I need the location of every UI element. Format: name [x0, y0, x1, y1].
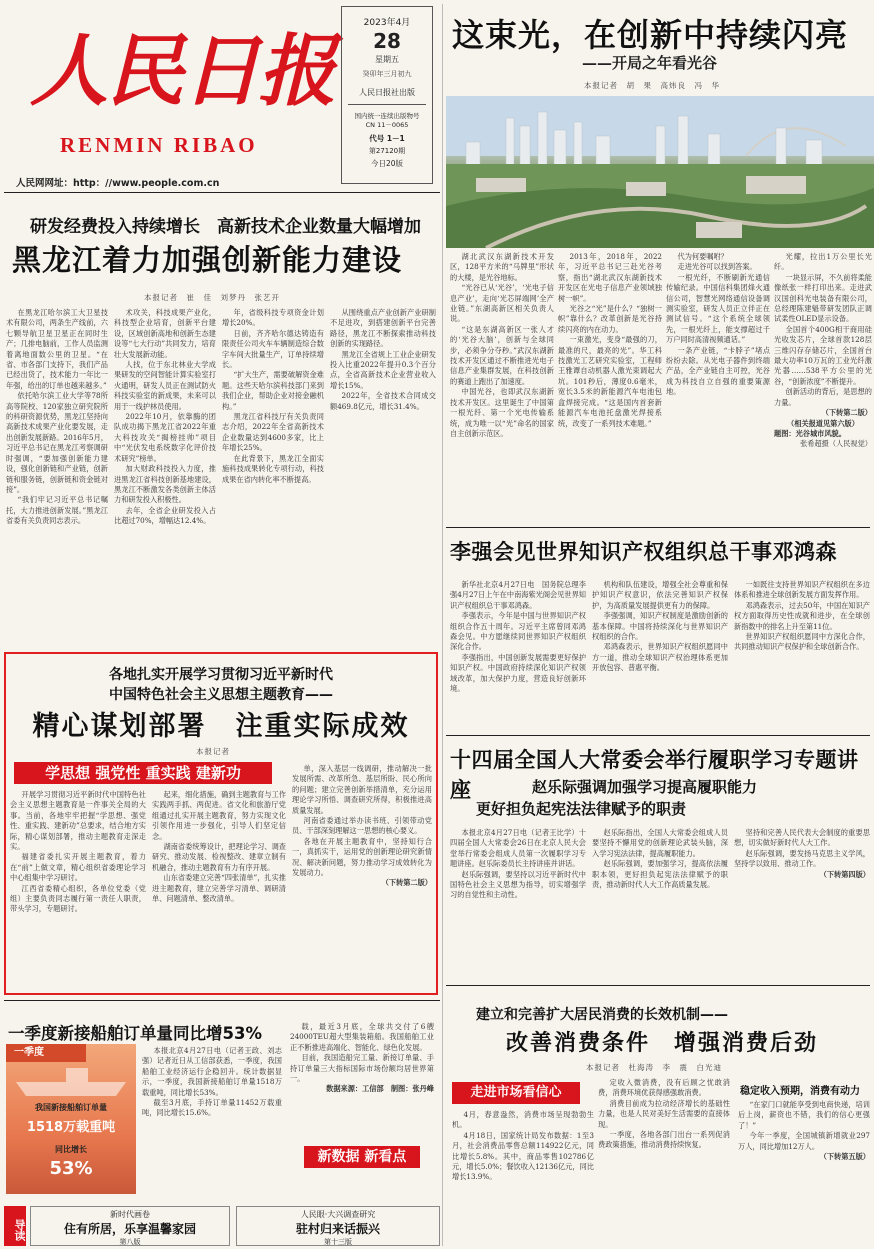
city-skyline-illustration — [446, 96, 874, 248]
paragraph: 新华社北京4月27日电 国务院总理李强4月27日上午在中南海紫光阁会见世界知识产权组织总干事邓鸿森。 — [450, 580, 586, 610]
paragraph: 坚持和完善人民代表大会制度的重要思想，切实做好新时代人大工作。 — [734, 828, 870, 848]
continued-note[interactable]: （下转第二版） — [821, 408, 872, 418]
guide-item-title: 驻村归来话振兴 — [295, 1222, 380, 1236]
paragraph: 4月18日，国家统计局发布数据：1至3月，社会消费品零售总额114922亿元，同比增长5.8%。其中，商品零售102786亿元，增长5.0%；餐饮收入12136亿元，同比增长13.9%。 — [452, 1130, 594, 1182]
data-source: 数据来源：工信部 制图：张丹峰 — [326, 1084, 434, 1094]
guide-item-title: 住有所居，乐享温馨家园 — [63, 1222, 196, 1236]
guide-label: 导读 — [4, 1206, 26, 1246]
paragraph: 起来，细化措施，确到主题教育与工作实践两手抓、两促进。省文化和旅游厅党组通过扎实开展主题教育，努力实现文化引领作用进一步强化，引导人们坚定信念。 — [152, 790, 286, 841]
footer-guide — [4, 1206, 440, 1246]
li-qiang-title[interactable]: 李强会见世界知识产权组织总干事邓鸿森 — [450, 540, 837, 564]
guide-item-page: 第八版 — [119, 1238, 141, 1246]
lead-story-col2 — [558, 252, 662, 522]
paragraph: 赵乐际指出，全国人大常委会组成人员要坚持不懈用党的创新理论武装头脑，深入学习宪法法律，提高履职能力。 — [592, 828, 728, 858]
consumption-col3 — [738, 1100, 870, 1246]
photo-caption: 题图：光谷城市风貌。 — [774, 428, 846, 438]
paragraph: 2022年，全省技术合同成交额469.8亿元，增长31.4%。 — [330, 391, 436, 411]
campaign-col2 — [152, 790, 286, 990]
paragraph: 赵乐际强调，要发扬马克思主义学风，坚持学以致用、推动工作。 — [734, 848, 870, 869]
paragraph: 依托哈尔滨工业大学等78所高等院校、120家独立研究院所的科研资源优势，黑龙江坚持向高新技术成果产业化要发展，走出创新发展新路。2016年5月，习近平总书记在黑龙江考察调研时强调，“要加强创新能力建设，强化创新链和产业链，创新链和服务链，创新链和资金链对接”。 — [6, 391, 108, 494]
lead-story-col4 — [774, 252, 872, 522]
paragraph: 光谷之“光”是什么？“独树一帜”靠什么？改革创新是光谷持续闪亮的内在动力。 — [558, 304, 662, 334]
paragraph: 山东省委建立完善“四张清单”，扎实推进主题教育，建立完善学习清单、调研清单、问题清单、整改清单。 — [152, 873, 286, 904]
paragraph: 福建省委扎实开展主题教育，着力在“前”上做文章，精心组织省委理论学习中心组集中学习研讨。 — [10, 852, 146, 883]
infographic-value-growth: 53% — [49, 1158, 93, 1179]
paragraph: 李强表示，今年是中国与世界知识产权组织合作五十周年。习近平主席曾同邓鸿森会见。中方愿继续同世界知识产权组织深化合作。 — [450, 611, 586, 652]
masthead-logo-en: RENMIN RIBAO — [60, 133, 258, 157]
cn-number: CN 11－0065 — [365, 121, 409, 129]
npc-subtitle-line2: 更好担负起宪法法律赋予的职责 — [476, 800, 687, 818]
paragraph: “光谷已从‘光谷’，‘光电子信息产业’，走向‘光芯屏端网’全产业链。”东湖高新区相关负责人说。 — [450, 283, 554, 324]
paragraph: 年，省级科技专项资金计划增长20%。 — [222, 308, 324, 328]
li-qiang-story — [446, 528, 874, 728]
paragraph: “这是东湖高新区一张人才的‘光谷大脑’，创新与全球同步，必须争分夺秒。”武汉东湖新技术开发区通过不断推进光电子信息产业集群发展，在科技创新的赛道上跑出了加速度。 — [450, 324, 554, 386]
publisher: 人民日报社出版 — [359, 88, 415, 97]
campaign-kicker-line1: 各地扎实开展学习贯彻习近平新时代 — [109, 667, 333, 683]
ships-data-band: 新数据 新看点 — [304, 1146, 420, 1168]
guide-item-housing[interactable] — [30, 1206, 230, 1246]
npc-subtitle-line1: 赵乐际强调加强学习提高履职能力 — [532, 778, 758, 796]
lead-story-byline: 本报记者 胡 果 高炜良 冯 华 — [584, 81, 720, 90]
npc-col2 — [592, 828, 728, 978]
ships-infographic — [6, 1044, 136, 1194]
lead-story — [446, 0, 874, 525]
guide-item-kicker: 人民眼·大兴调查研究 — [300, 1210, 376, 1219]
heilongjiang-title[interactable]: 黑龙江着力加强创新能力建设 — [12, 243, 403, 277]
issue-number: 第27120期 — [368, 147, 406, 155]
issue-box — [341, 6, 433, 184]
paragraph: “我们牢记习近平总书记嘱托，大力推进创新发展。”黑龙江省委有关负责同志表示。 — [6, 495, 108, 526]
paragraph: 在此背景下，黑龙江全面实施科技成果转化专项行动，科技成果在省内转化率不断提高。 — [222, 453, 324, 484]
paragraph: 全国首个400G相干商用硅光收发芯片，全球首款128层三维闪存存储芯片，全国首台最大功率10万瓦的工业光纤激光器……538平方公里的光谷，“创新浓度”不断提升。 — [774, 324, 872, 386]
paragraph: 李强指出，中国创新发展需要更好保护知识产权。中国政府持续深化知识产权领域改革，加大保护力度，营造良好创新环境。 — [450, 652, 586, 694]
ships-col2 — [290, 1022, 434, 1140]
heilongjiang-col3 — [222, 308, 324, 650]
campaign-col3 — [292, 764, 432, 990]
infographic-quarter-band: 一季度 — [6, 1044, 86, 1062]
ships-col1 — [142, 1046, 282, 1196]
paragraph: 各地在开展主题教育中，坚持知行合一，真抓实干，运用党的创新理论研究新情况、解决新问题，努力推动学习成效转化为发展动力。 — [292, 836, 432, 878]
paragraph: 目前，我国造船完工量、新接订单量、手持订单量三大指标国际市场份额均居世界第一。 — [290, 1053, 434, 1084]
paragraph: 日前，齐齐哈尔德达铸造有限责任公司火车车辆制造综合数字车间大批量生产，订单持续增长。 — [222, 328, 324, 370]
infographic-label-orders: 我国新接船舶订单量 — [35, 1103, 107, 1112]
npc-story — [446, 736, 874, 980]
paragraph: 一如既往支持世界知识产权组织在多边体系和推进全球创新发展方面发挥作用。 — [734, 580, 870, 600]
paragraph: 世界知识产权组织愿同中方深化合作，共同推动知识产权保护和全球创新合作。 — [734, 632, 870, 652]
paragraph: 走进光谷可以找到答案。 — [677, 262, 757, 272]
ships-title[interactable]: 一季度新接船舶订单量同比增53% — [8, 1024, 262, 1043]
consumption-col1 — [452, 1110, 594, 1246]
paragraph: 加大财政科技投入力度，推进黑龙江省科技创新基地建设，黑龙江不断激发各类创新主体活力和研发投入积极性。 — [114, 464, 216, 505]
paragraph: 今年一季度，全国城镇新增就业297万人，同比增加12万人。 — [738, 1131, 870, 1151]
npc-col1 — [450, 828, 586, 978]
paragraph: 载，最近3月底，全球共交付了6艘24000TEU超大型集装箱船。我国船舶工业正不断推进高端化、智能化、绿色化发展。 — [290, 1022, 434, 1052]
paragraph: 邓鸿森表示，世界知识产权组织愿同中方一道，推动全球知识产权治理体系更加开放包容、普惠平衡。 — [592, 642, 728, 673]
campaign-kicker-line2: 中国特色社会主义思想主题教育—— — [109, 687, 333, 703]
lead-story-col3 — [666, 252, 770, 522]
consumption-kicker: 建立和完善扩大居民消费的长效机制—— — [476, 1007, 728, 1023]
paragraph: 创新活动的背后，是思想的力量。 — [774, 387, 872, 407]
continued-note[interactable]: （下转第五版） — [819, 1152, 870, 1162]
infographic-value-orders: 1518万载重吨 — [26, 1120, 116, 1135]
paragraph: 江西省委精心组织，各单位党委（党组）主要负责同志履行第一责任人职责，带头学习，专题研讨。 — [10, 883, 146, 914]
paragraph: 人找，位于东北林业大学成果研发的空间智能计算实验室打火通明，研发人员正在测试防火科技实验室的新成果，未来可以用于一线护林员使用。 — [114, 360, 216, 411]
date-day: 28 — [373, 29, 401, 53]
page-count: 今日20版 — [370, 159, 404, 168]
lunar-date: 癸卯年三月初九 — [362, 70, 412, 78]
paragraph: 2022年10月，依靠酶的团队成功揭下黑龙江省2022年重大科技攻关“揭榜挂帅”项目中“光伏发电系统数字化评价技术研究”榜单。 — [114, 412, 216, 463]
paragraph: 单，深入基层一线调研，推动解决一批发展所需、改革所急、基层所盼、民心所向的问题；建立完善创新举措清单，充分运用理论学习所悟、调查研究所得，积极推进高质量发展。 — [292, 764, 432, 815]
heilongjiang-col2 — [114, 308, 216, 650]
paragraph: 李强强调，知识产权制度是激励创新的基本保障。中国将持续深化与世界知识产权组织的合作。 — [592, 611, 728, 642]
paragraph: 湖北武汉东湖新技术开发区，128平方米的“马牌里”形状的大楼，是光谷地标。 — [450, 252, 554, 282]
paragraph: 一块显示屏，不久前将柔能像纸张一样打印出来。走进武汉国创科光电装备有限公司，总经理陈建魁带研发团队正调试柔性OLED显示设备。 — [774, 272, 872, 324]
column-rule — [442, 4, 443, 1246]
continued-note[interactable]: （下转第二版） — [381, 878, 432, 888]
paragraph: 在黑龙江哈尔滨工大卫星技术有限公司，两条生产线前，六七颗导航卫星卫星正在同时生产；几排电脑前，工作人员监测着离地面数公里的卫星。“在省、市各部门支持下，我们产品已经出货了，技术能力一年比一年强，给出的订单也越来越多。” — [6, 308, 108, 390]
paragraph: 一束激光，变身“最强的刀，最准的尺，最亮的光”。华工科技激光工艺研究实验室，工程师王雅谭自动机器人激光束调起大坑。101秒后，薄度0.6毫米，宽长3.5米的新能源汽车电池包盒焊接完成。“这是国内首套新能源汽车电池托盘激光焊接系统，改变了一系列技术难题。” — [558, 335, 662, 428]
npc-title[interactable]: 十四届全国人大常委会举行履职学习专题讲座 — [450, 748, 859, 802]
paragraph: 本报北京4月27日电（记者王比学）十四届全国人大常委会26日在北京人民大会堂举行常委会组成人员第一次履职学习专题讲座。赵乐际委员长主持讲座并讲话。 — [450, 828, 586, 869]
paragraph: 2013年，2018年，2022年，习近平总书记三赴光谷考察，指出“湖北武汉东湖新技术开发区在光电子信息产业领域独树一帜”。 — [558, 252, 662, 303]
paragraph: 定收入微消费，没有后顾之忧敢消费，消费环境优获得感强敢消费。 — [598, 1078, 730, 1098]
consumption-byline: 本报记者 杜海涛 李 震 白光迪 — [586, 1063, 722, 1072]
lead-story-photo — [446, 96, 874, 248]
paragraph: “在家门口就能享受到电商快递，培训后上岗，薪资也不错，我们的信心更强了！” — [738, 1100, 870, 1130]
campaign-col1 — [10, 790, 146, 990]
ships-story — [0, 1000, 440, 1200]
issn-label: 国内统一连续出版物号 — [354, 112, 420, 120]
paragraph: 从围绕重点产业创新产业研制不足进攻，到搭建创新平台完善路径，黑龙江不断探索推动科技创新的实现路径。 — [330, 308, 436, 349]
heilongjiang-byline: 本报记者 崔 佳 刘梦丹 张艺开 — [144, 293, 280, 302]
campaign-story — [6, 654, 436, 993]
paragraph: “扩大生产，需要破解资金难题。这些天哈尔滨科技部门来到我们企业，帮助企业对接金融机构。” — [222, 370, 324, 411]
continued-note[interactable]: （下转第四版） — [819, 869, 870, 879]
heilongjiang-col1 — [6, 308, 108, 650]
paragraph: 消费目前成为拉动经济增长的基础性力量，也是人民对美好生活需要的直接体现。 — [598, 1098, 730, 1129]
campaign-slogan-band: 学思想 强党性 重实践 建新功 — [14, 762, 272, 784]
li-qiang-col3 — [734, 580, 870, 724]
paragraph: 术攻关，科技成果产业化，科技型企业培育，创新平台建设，区域创新高地和创新生态建设等“七大行动”共同发力，培育壮大发展新动能。 — [114, 308, 216, 359]
website-url[interactable]: 人民网网址：http：//www.people.com.cn — [16, 178, 220, 189]
paragraph: 赵乐际强调，要加强学习，提高依法履职本领，更好担负起宪法法律赋予的职责，推动新时代人大工作高质量发展。 — [592, 859, 728, 890]
paragraph: 黑龙江全省规上工业企业研发投入比重2022年提升0.3个百分点，全省高新技术企业营业收入增长15%。 — [330, 349, 436, 390]
heilongjiang-kicker: 研发经费投入持续增长 高新技术企业数量大幅增加 — [30, 217, 421, 237]
paragraph: 一条产业链，“卡脖子”堵点纷纷去除。从光电子器件到终端产品，全产业链自主可控，光谷成为科技自立自强的重要策源地。 — [666, 345, 770, 397]
paragraph: 河南省委通过举办读书班、引领带动党员、干部深刻理解这一思想的核心要义。 — [292, 816, 432, 836]
paragraph: 代为何要嘱咐？ — [677, 252, 728, 261]
paragraph: 邓鸿森表示，过去50年，中国在知识产权方面取得历史性成就和进步，在全球创新指数中的排名上升至第11位。 — [734, 600, 870, 631]
paragraph: 本报北京4月27日电（记者王政、刘志强）记者近日从工信部获悉，一季度，我国船舶工业经济运行企稳回升。统计数据显示，一季度，我国新接船舶订单量1518万载重吨，同比增长53%。 — [142, 1046, 282, 1097]
date-year-month: 2023年4月 — [363, 18, 411, 28]
lead-story-col1 — [450, 252, 554, 522]
paragraph: 赵乐际强调，要坚持以习近平新时代中国特色社会主义思想为指导，切实增强学习的自觉性和主动性。 — [450, 869, 586, 900]
divider — [4, 192, 440, 193]
guide-item-village[interactable] — [236, 1206, 440, 1246]
related-note[interactable]: （相关报道见第六版） — [787, 418, 859, 428]
paragraph: 一季度，各地各部门出台一系列促消费政策措施，推动消费持续恢复。 — [598, 1130, 730, 1150]
paragraph: 中国光谷，也即武汉东湖新技术开发区。这里诞生了中国第一根光纤、第一个光电传输系统，成为唯一以“光”命名的国家自主创新示范区。 — [450, 387, 554, 438]
paragraph: 黑龙江省科技厅有关负责同志介绍，2022年全省高新技术企业数量达到4600多家，比上年增长25%。 — [222, 412, 324, 453]
code-number: 代号 1－1 — [369, 134, 405, 143]
campaign-title[interactable]: 精心谋划部署 注重实际成效 — [32, 711, 410, 742]
li-qiang-col1 — [450, 580, 586, 724]
paragraph: 光耀，拉出1万公里长光纤。 — [774, 252, 872, 272]
consumption-col3-heading: 稳定收入预期，消费有动力 — [740, 1086, 860, 1097]
consumption-band: 走进市场看信心 — [452, 1082, 580, 1104]
consumption-col2 — [598, 1078, 730, 1246]
campaign-byline: 本报记者 — [196, 747, 230, 756]
consumption-title[interactable]: 改善消费条件 增强消费后劲 — [506, 1031, 819, 1056]
paragraph: 一根光纤，不断刷新光通信传输纪录。中国信科集团烽火通信公司，智慧光网络通信设备调测实验室，研发人员正立伴正在测试信号。“这个系统全球领先，一根光纤上，能支撑超过千万户同时高清视频通话。” — [666, 272, 770, 345]
guide-item-page: 第十三版 — [324, 1238, 352, 1246]
lead-story-title[interactable]: 这束光，在创新中持续闪亮 — [452, 16, 849, 54]
paragraph: 去年，全省企业研发投入占比超过70%，增幅达12.4%。 — [114, 505, 216, 526]
weekday: 星期五 — [375, 55, 399, 64]
paragraph: 机构和队伍建设，增强全社会尊重和保护知识产权意识，依法完善知识产权保护，为高质量发展提供更有力的保障。 — [592, 580, 728, 610]
consumption-story — [446, 986, 874, 1248]
masthead — [0, 0, 440, 190]
masthead-logo: 人民日报 — [30, 26, 335, 117]
paragraph: 开展学习贯彻习近平新时代中国特色社会主义思想主题教育是一件事关全局的大事。当前，各地牢牢把握“学思想、强党性、重实践、建新功”总要求，结合地方实际，精心谋划部署，推动主题教育走深走实。 — [10, 790, 146, 852]
heilongjiang-story — [0, 194, 440, 526]
li-qiang-col2 — [592, 580, 728, 724]
paragraph: 湖南省委统筹设计，把理论学习、调查研究、推动发展、检视整改、建章立制有机融合，推动主题教育有力有序开展。 — [152, 842, 286, 872]
infographic-label-growth: 同比增长 — [55, 1145, 87, 1154]
heilongjiang-col4 — [330, 308, 436, 650]
lead-story-subtitle: ——开局之年看光谷 — [582, 54, 718, 72]
photo-credit: 张希超摄（人民视觉） — [800, 439, 872, 449]
paragraph: 4月，春意盎然，消费市场呈现勃勃生机。 — [452, 1110, 594, 1130]
npc-col3 — [734, 828, 870, 978]
paragraph: 截至3月底，手持订单量11452万载重吨，同比增长15.6%。 — [142, 1098, 282, 1118]
guide-item-kicker: 新时代画卷 — [110, 1210, 150, 1219]
